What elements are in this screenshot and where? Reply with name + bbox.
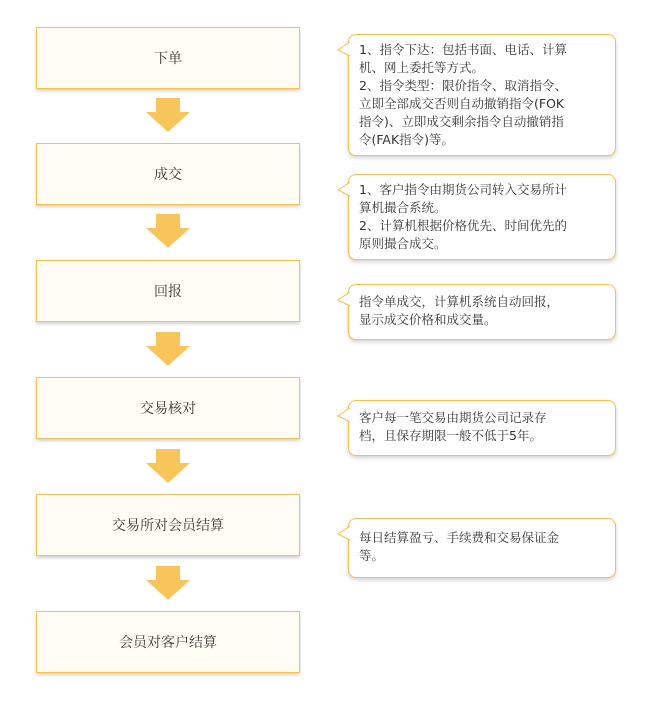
note-line: 令(FAK指令)等。 [359,132,455,147]
note-line: 指令单成交，计算机系统自动回报， [359,294,560,309]
step-label: 交易核对 [140,401,196,417]
note-deal [348,174,616,260]
step-label: 交易所对会员结算 [112,518,224,534]
down-arrow-icon [146,214,190,248]
step-box-trade-check [36,377,300,439]
note-order [348,34,616,156]
step-label: 下单 [154,51,182,67]
callout-tail [337,407,353,423]
note-report [348,284,616,340]
note-line: 原则撮合成交。 [359,236,447,251]
callout-tail [337,525,353,541]
note-line: 每日结算盈亏、手续费和交易保证金 [359,530,560,545]
note-line: 显示成交价格和成交量。 [359,312,497,327]
note-line: 立即全部成交否则自动撤销指令(FOK [359,96,565,111]
note-line: 算机撮合系统。 [359,200,447,215]
down-arrow-icon [146,566,190,600]
note-line: 指令)、立即成交剩余指令自动撤销指 [359,114,564,129]
note-line: 机、网上委托等方式。 [359,60,485,75]
callout-tail [337,291,353,307]
note-line: 等。 [359,548,385,563]
note-line: 1、指令下达：包括书面、电话、计算 [359,42,567,57]
step-box-member-settlement [36,611,300,673]
note-line: 1、客户指令由期货公司转入交易所计 [359,182,567,197]
note-line: 2、计算机根据价格优先、时间优先的 [359,218,567,233]
note-line: 2、指令类型：限价指令、取消指令、 [359,78,567,93]
step-box-deal [36,143,300,205]
down-arrow-icon [146,449,190,483]
step-label: 成交 [154,167,182,183]
step-label: 回报 [154,284,182,300]
callout-tail [337,181,353,197]
step-box-exchange-settlement [36,494,300,556]
down-arrow-icon [146,332,190,366]
note-line: 客户每一笔交易由期货公司记录存 [359,410,547,425]
note-settlement [348,518,616,578]
step-box-report [36,260,300,322]
step-label: 会员对客户结算 [119,635,217,651]
callout-tail [337,41,353,57]
step-box-order [36,27,300,89]
down-arrow-icon [146,98,190,132]
note-line: 档，且保存期限一般不低于5年。 [359,428,542,443]
note-trade-check [348,400,616,456]
